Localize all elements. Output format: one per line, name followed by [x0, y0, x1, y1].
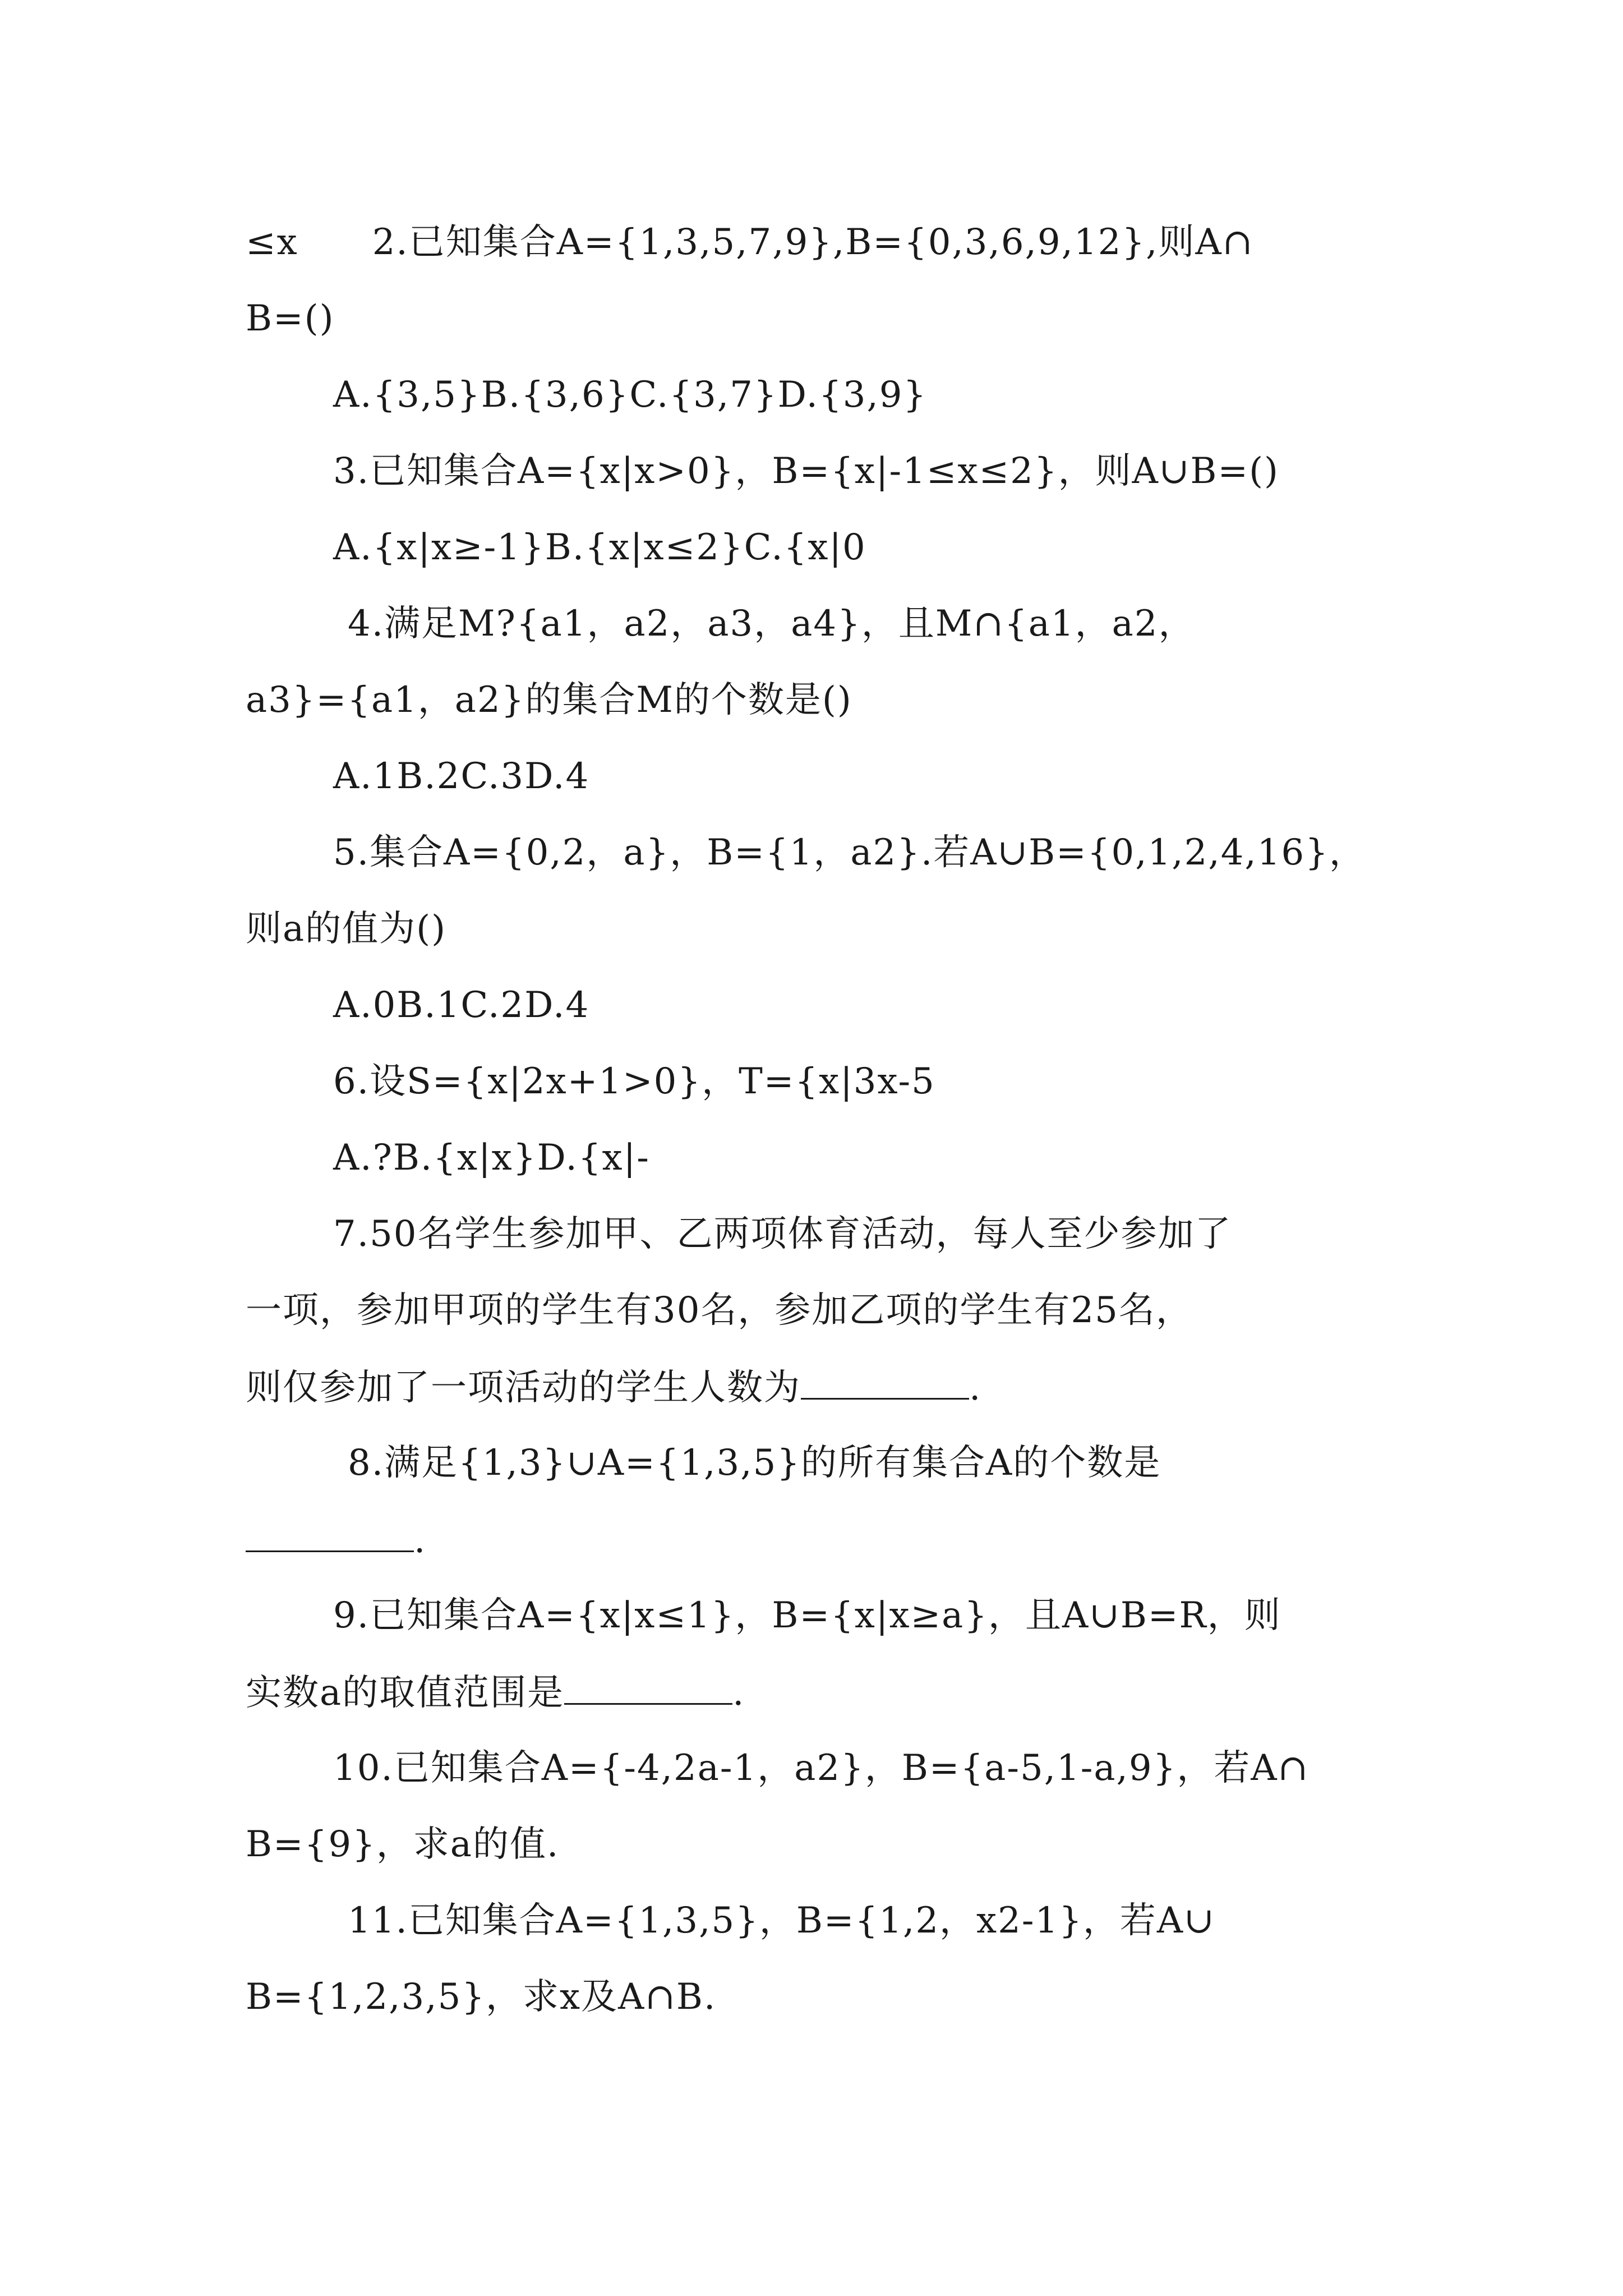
q9-stem-line-2 [246, 1669, 1423, 1715]
q10-stem-line-1: 10.已知集合A={-4,2a-1，a2}，B={a-5,1-a,9}，若A∩ [333, 1747, 1310, 1789]
text-line-2: B=() [246, 298, 335, 339]
q6-options: A.?B.{x|x}D.{x|- [333, 1137, 650, 1179]
q7-stem-line-2: 一项，参加甲项的学生有30名，参加乙项的学生有25名， [246, 1290, 1193, 1331]
q7-stem-line-1: 7.50名学生参加甲、乙两项体育活动，每人至少参加了 [333, 1213, 1232, 1255]
q10-stem-line-2: B={9}，求a的值. [246, 1824, 560, 1865]
q9-period: . [732, 1672, 745, 1714]
q2-options: A.{3,5}B.{3,6}C.{3,7}D.{3,9} [333, 374, 928, 416]
answer-blank [564, 1669, 732, 1705]
q7-period: . [969, 1367, 982, 1409]
q5-options: A.0B.1C.2D.4 [333, 984, 590, 1026]
q3-stem: 3.已知集合A={x|x>0}，B={x|-1≤x≤2}，则A∪B=() [333, 450, 1280, 492]
q9-stem-line-1: 9.已知集合A={x|x≤1}，B={x|x≥a}，且A∪B=R，则 [333, 1595, 1281, 1636]
q4-options: A.1B.2C.3D.4 [333, 756, 590, 797]
q7-stem-text: 则仅参加了一项活动的学生人数为 [246, 1367, 801, 1409]
answer-blank [246, 1517, 414, 1552]
q4-stem-line-1: 4.满足M?{a1，a2，a3，a4}，且M∩{a1，a2， [348, 603, 1196, 645]
text-line-1: ≤x 2.已知集合A={1,3,5,7,9},B={0,3,6,9,12},则A∩ [246, 222, 1254, 263]
q11-stem-line-1: 11.已知集合A={1,3,5}，B={1,2，x2-1}，若A∪ [348, 1900, 1215, 1941]
answer-blank [801, 1364, 969, 1400]
q3-options: A.{x|x≥-1}B.{x|x≤2}C.{x|0 [333, 527, 866, 568]
q9-stem-text: 实数a的取值范围是 [246, 1672, 565, 1714]
q7-stem-line-3 [246, 1364, 1423, 1410]
q8-stem: 8.满足{1,3}∪A={1,3,5}的所有集合A的个数是 [348, 1442, 1161, 1484]
q4-stem-line-2: a3}={a1，a2}的集合M的个数是() [246, 679, 852, 721]
q5-stem-line-2: 则a的值为() [246, 908, 447, 950]
q6-stem: 6.设S={x|2x+1>0}，T={x|3x-5 [333, 1061, 935, 1102]
q11-stem-line-2: B={1,2,3,5}，求x及A∩B. [246, 1976, 717, 2018]
q8-blank-line [246, 1517, 1423, 1563]
q8-period: . [414, 1520, 427, 1561]
q5-stem-line-1: 5.集合A={0,2，a}，B={1，a2}.若A∪B={0,1,2,4,16}， [333, 832, 1366, 873]
